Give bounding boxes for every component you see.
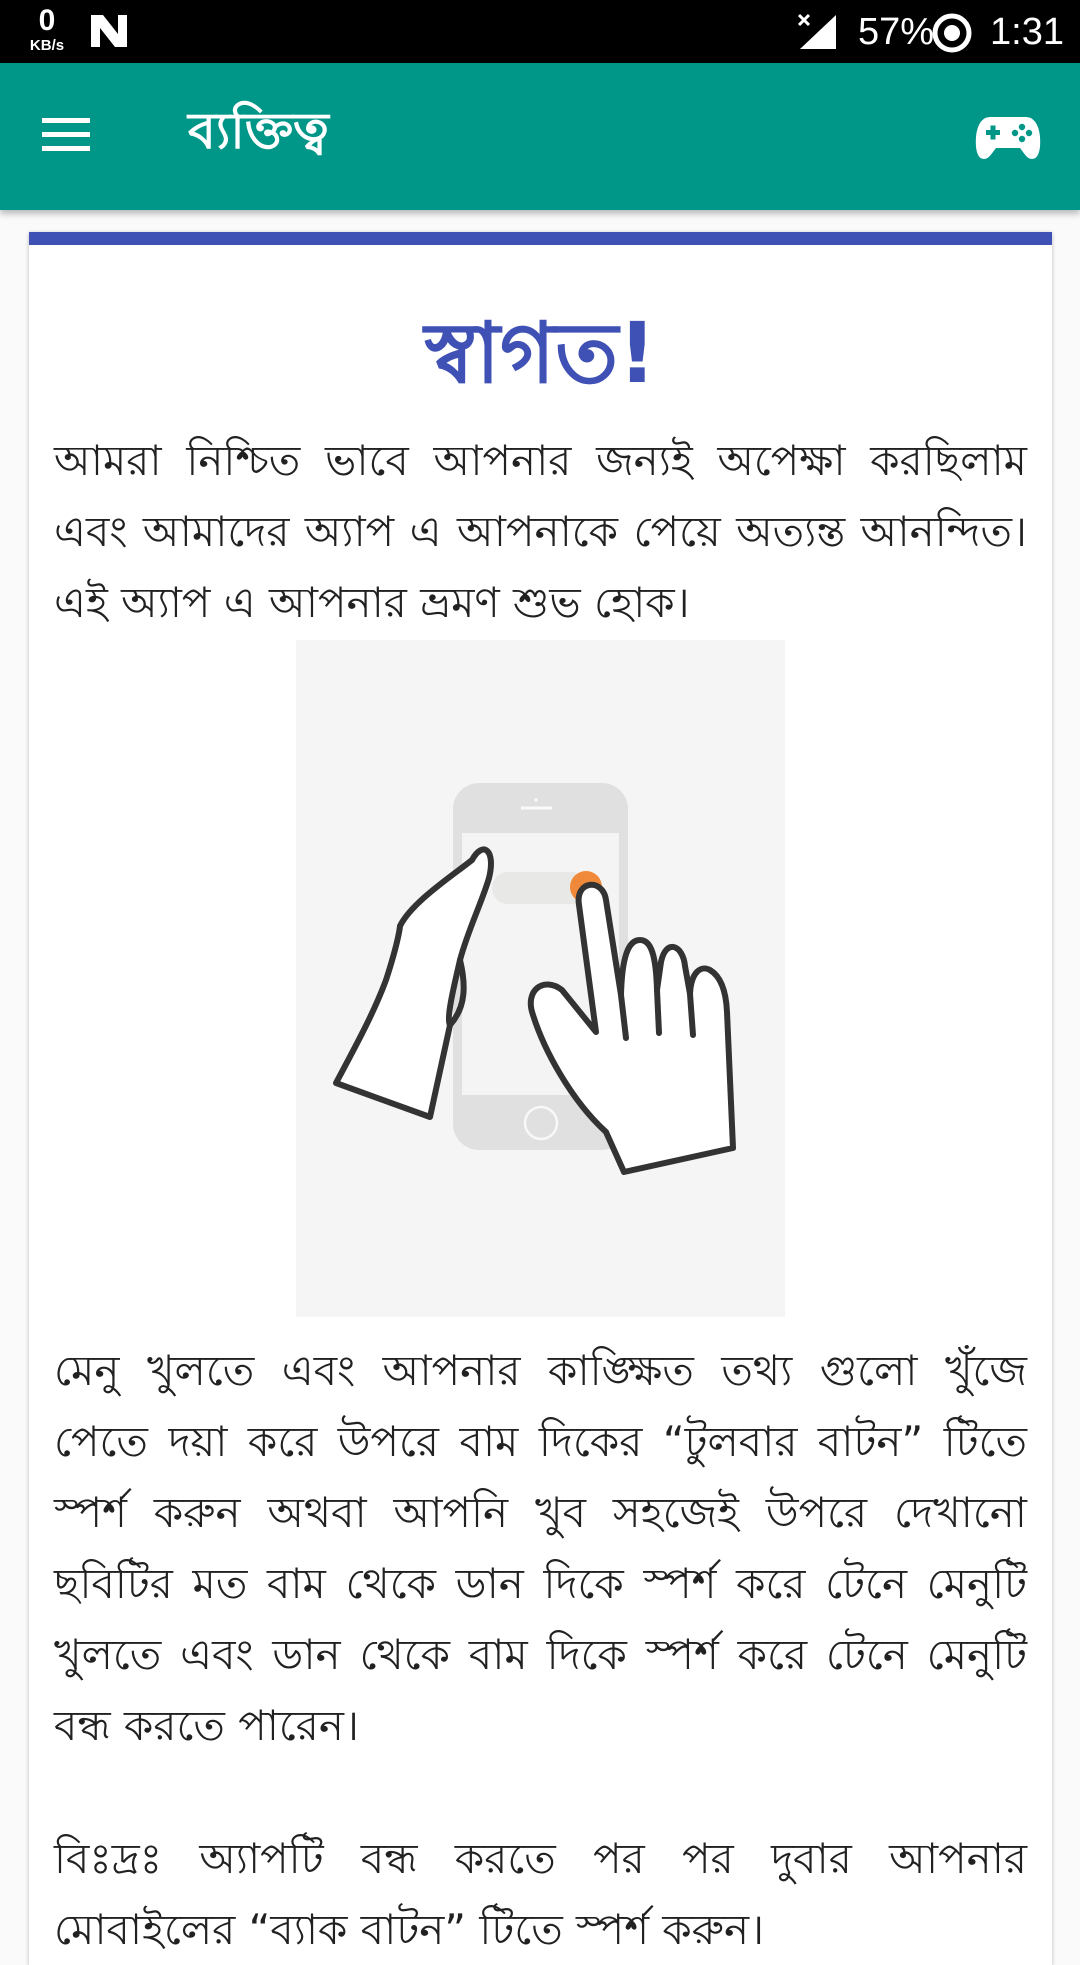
battery-icon (930, 11, 974, 55)
menu-instruction-paragraph: মেনু খুলতে এবং আপনার কাঙ্ক্ষিত তথ্য গুলো খুঁজে পেতে দয়া করে উপরে বাম দিকের “টুলবার বাটন” টিতে স্পর্শ করুন অথবা আপনি খুব সহজেই উপরে দেখানো ছবিটির মত বাম থেকে ডান দিকে স্পর্শ করে টেনে মেনুটি খুলতে এবং ডান থেকে বাম দিকে স্পর্শ করে টেনে মেনুটি বন্ধ করতে পারেন। (54, 1346, 1027, 1750)
clock: 1:31 (990, 11, 1064, 53)
gamepad-icon[interactable] (974, 113, 1042, 163)
hand-swipe-phone-illustration (296, 640, 785, 1317)
battery-percentage: 57% (858, 11, 935, 53)
n-icon (88, 12, 130, 50)
hamburger-menu-icon[interactable] (40, 115, 92, 155)
welcome-heading: স্বাগত! (424, 304, 657, 402)
page-title: ব্যক্তিত্ব (188, 102, 329, 160)
network-speed-unit: KB/s (29, 37, 65, 54)
status-bar (0, 0, 1080, 63)
welcome-card (29, 232, 1052, 1965)
network-speed-indicator (22, 6, 72, 53)
note-paragraph: বিঃদ্রঃ অ্যাপটি বন্ধ করতে পর পর দুবার আপনার মোবাইলের “ব্যাক বাটন” টিতে স্পর্শ করুন। (54, 1834, 1027, 1954)
intro-paragraph: আমরা নিশ্চিত ভাবে আপনার জন্যই অপেক্ষা করছিলাম এবং আমাদের অ্যাপ এ আপনাকে পেয়ে অত্যন্ত আনন্দিত। এই অ্যাপ এ আপনার ভ্রমণ শুভ হোক। (54, 436, 1027, 627)
signal-icon (796, 13, 838, 51)
app-toolbar (0, 63, 1080, 210)
network-speed-value: 0 (38, 4, 56, 37)
